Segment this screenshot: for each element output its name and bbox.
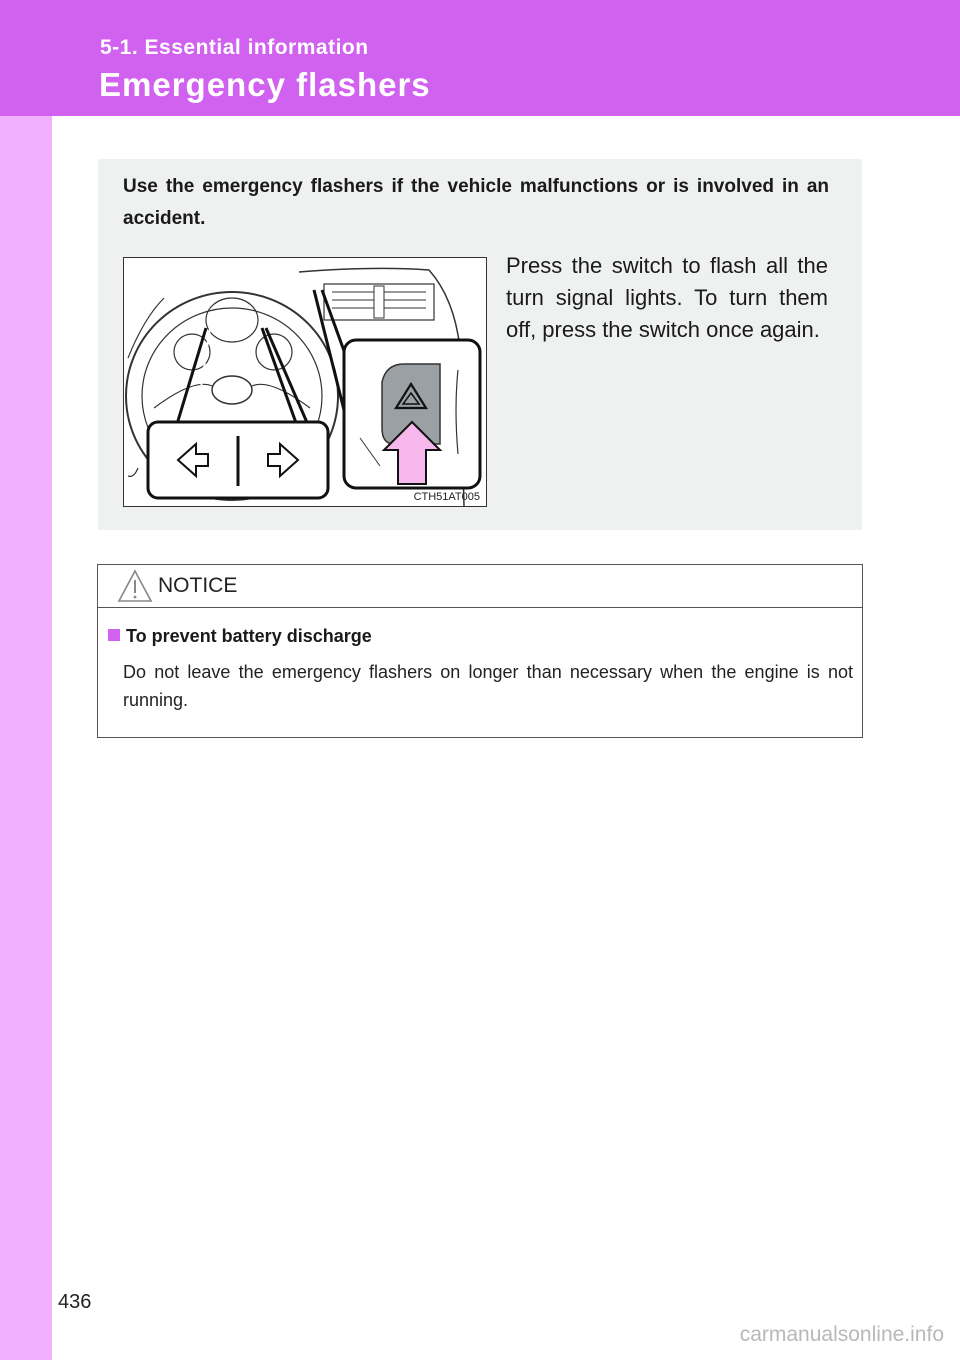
air-vent-icon [324,284,434,320]
turn-signal-arrows-icon [148,422,328,498]
illustration [123,257,487,507]
notice-item-title-text: To prevent battery discharge [126,626,372,646]
side-band [0,116,52,1360]
notice-title: NOTICE [158,574,238,597]
page-number: 436 [58,1291,92,1313]
page-title: Emergency flashers [99,66,431,103]
notice-header [98,565,862,608]
notice-item-text: Do not leave the emergency flashers on longer than necessary when the engine is not running. [123,662,853,710]
intro-text: Use the emergency flashers if the vehicle malfunctions or is involved in an accident. [123,176,829,229]
warning-triangle-icon [116,568,154,604]
instruction-text: Press the switch to flash all the turn signal lights. To turn them off, press the switch once again. [506,253,828,342]
section-label: 5-1. Essential information [100,36,369,59]
figure-code: CTH51AT005 [413,491,480,503]
bullet-square-icon [108,629,120,641]
info-box [98,159,862,530]
notice-item-title [108,626,372,647]
dashboard-illustration [124,258,486,506]
watermark: carmanualsonline.info [739,1323,944,1346]
notice-box [97,564,863,738]
